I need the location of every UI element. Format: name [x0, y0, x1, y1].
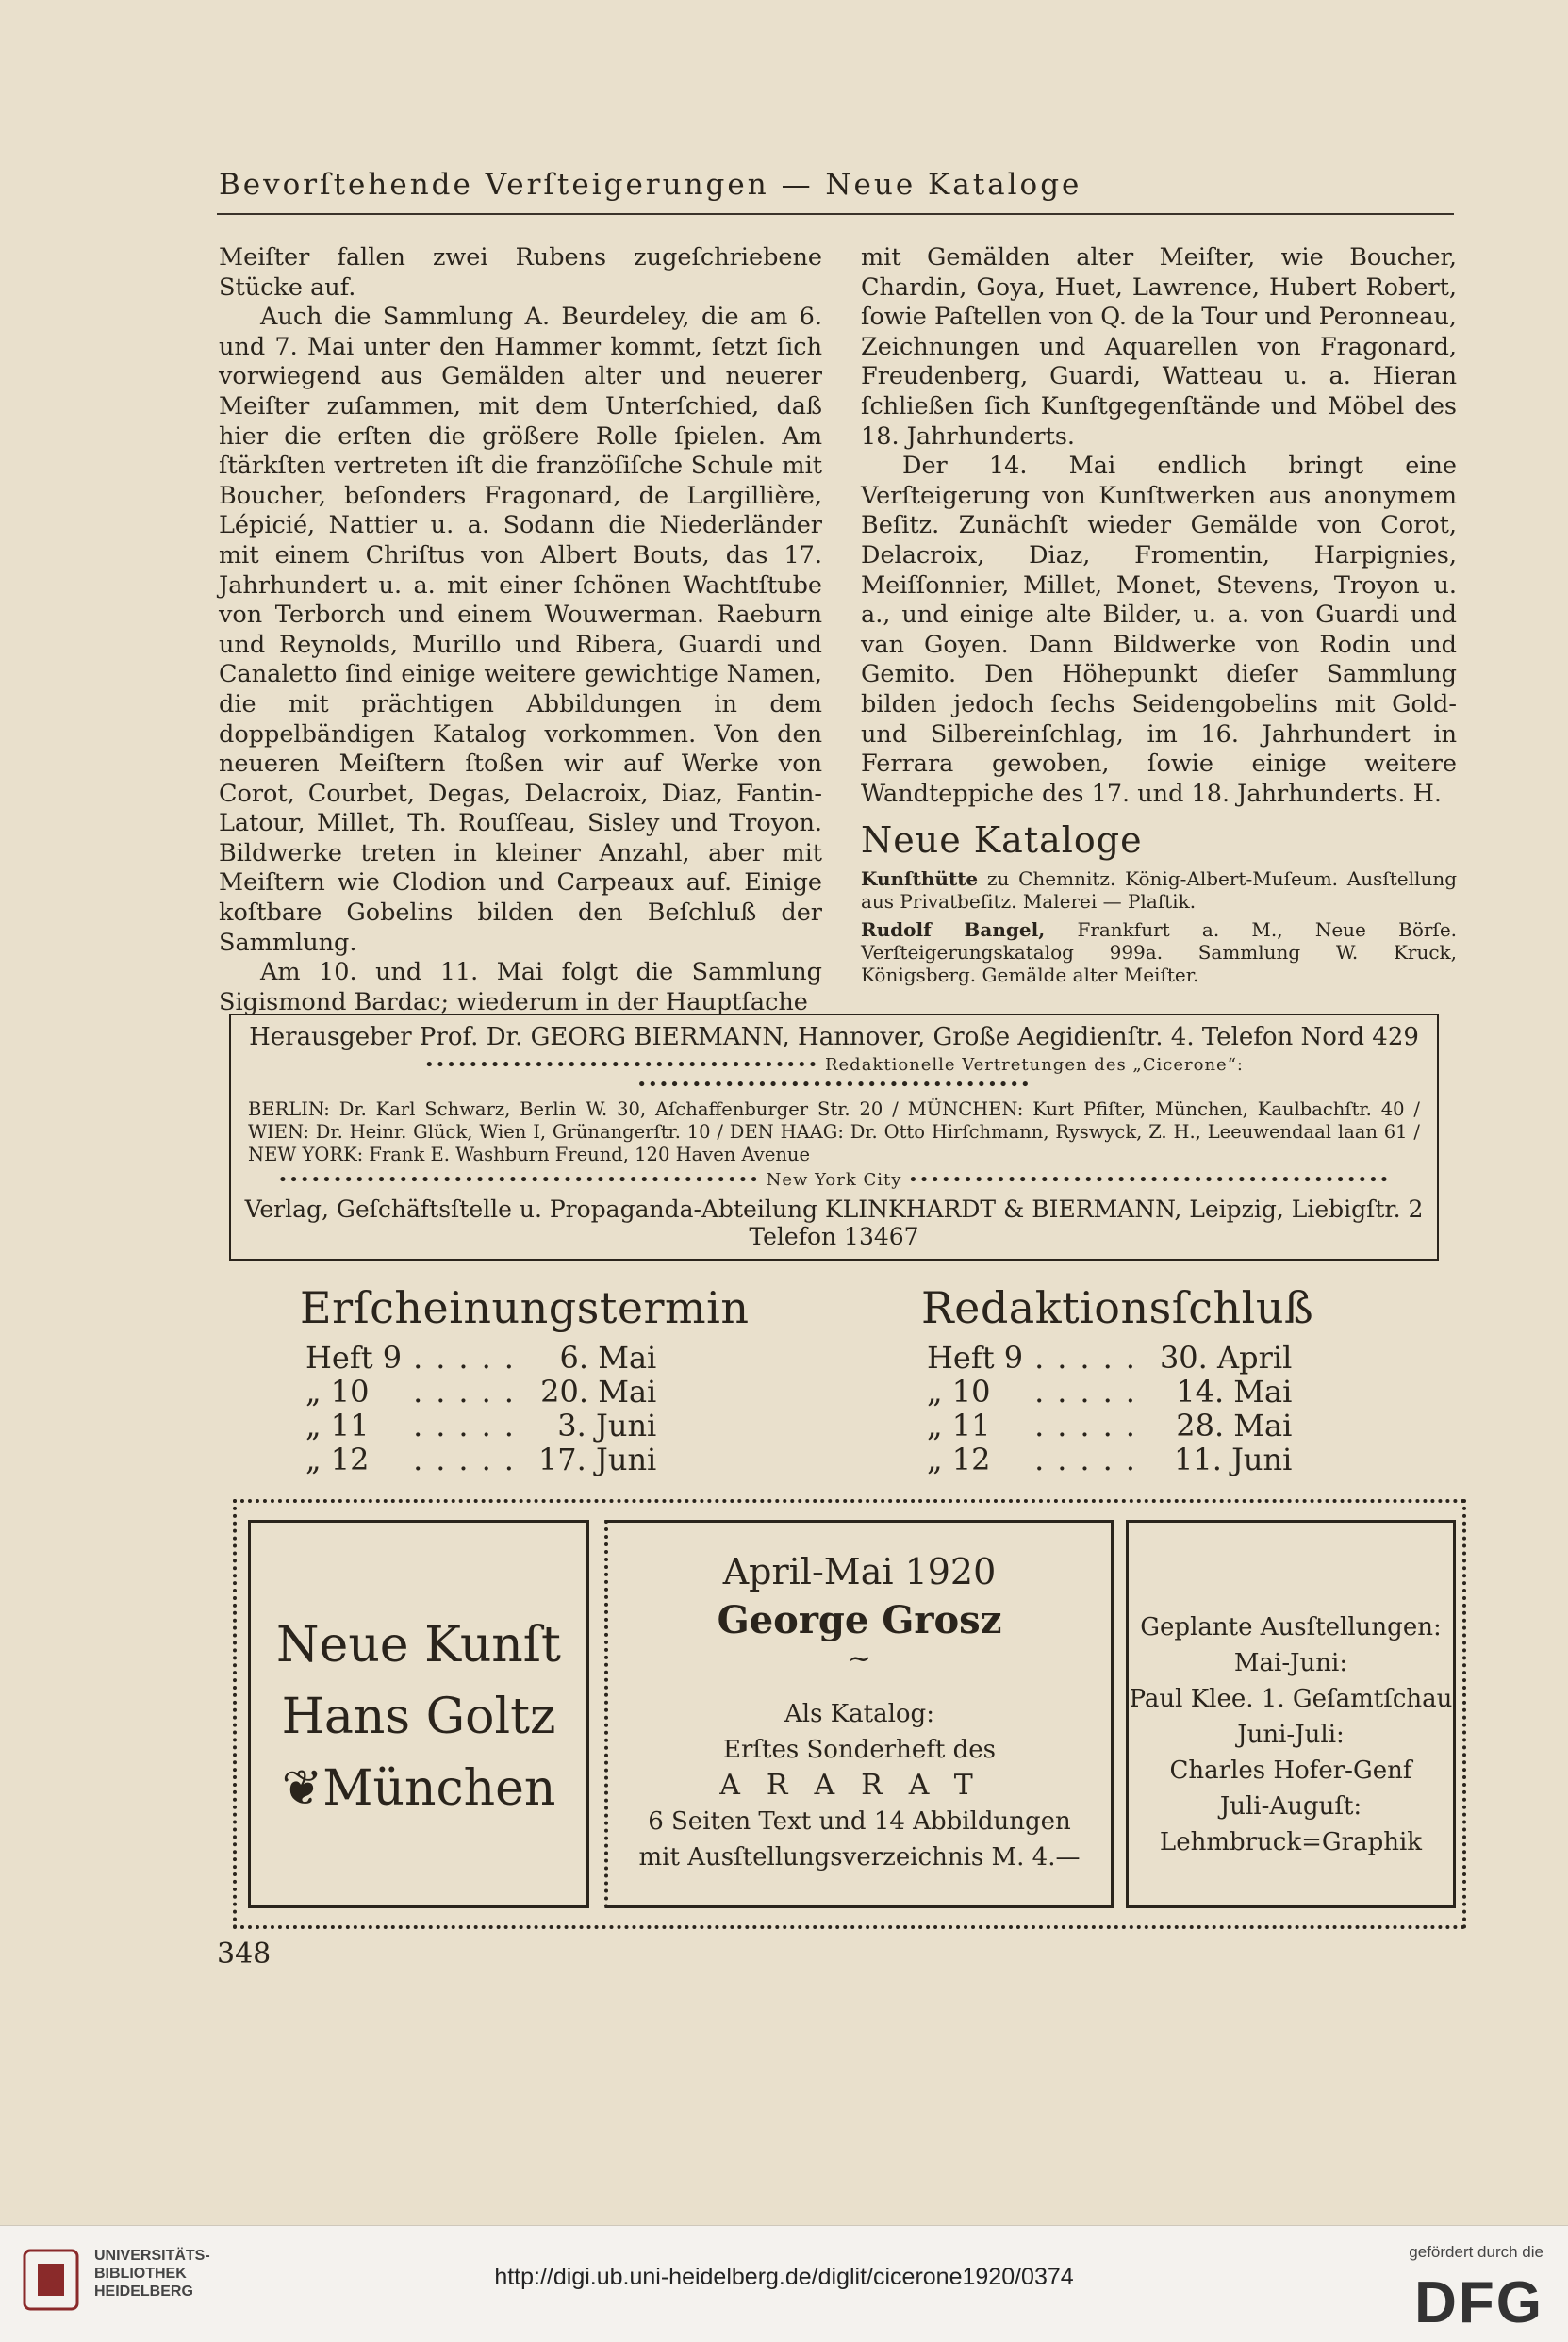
right-column	[861, 243, 1457, 986]
paragraph: mit Gemälden alter Meiſter, wie Boucher, Chardin, Goya, Huet, Lawrence, Hubert Robert, ſowie Paſtellen von Q. de la Tour und Peronneau, Zeichnungen und Aquarellen von Fragonard, Freudenberg, Guardi, Watteau u. a. Hieran ſchließen ſich Kunſtgegenſtände und Möbel des 18. Jahrhunderts.	[861, 243, 1457, 451]
ad-exhibitions	[1126, 1520, 1456, 1908]
verlag-line: Verlag, Geſchäftsſtelle u. Propaganda-Abteilung KLINKHARDT & BIERMANN, Leipzig, Liebigſtr. 2	[244, 1196, 1424, 1223]
ad-catalog-text	[608, 1696, 1111, 1875]
schedule-table	[921, 1341, 1297, 1476]
heft: „ 10	[927, 1374, 991, 1410]
catalog-name: Kunſthütte	[861, 866, 979, 890]
section-heading: Neue Kataloge	[861, 819, 1143, 862]
catalog-entry	[861, 867, 1457, 913]
leader: .....	[1034, 1374, 1148, 1410]
library-line: BIBLIOTHEK	[94, 2266, 187, 2282]
telefon-line: Telefon 13467	[749, 1223, 919, 1250]
paragraph: Der 14. Mai endlich bringt eine Verſteigerung von Kunſtwerken aus anonymem Beſitz. Zunächſt wieder Gemälde von Corot, Delacroix, Diaz, Fromentin, Harpignies, Meiſſonnier, Millet, Monet, Stevens, Troyon u. a., und einige alte Bilder, u. a. von Guardi und van Goyen. Dann Bildwerke von Rodin und Gemito. Den Höhepunkt dieſer Sammlung bilden jedoch ſechs Seidengobelins mit Gold- und Silbereinſchlag, im 16. Jahrhundert in Ferrara gewoben, ſowie einige weitere Wandteppiche des 17. und 18. Jahrhunderts. H.	[861, 452, 1457, 808]
ad-line: Geplante Ausſtellungen:	[1140, 1613, 1442, 1641]
heft: Heft 9	[305, 1340, 403, 1376]
ad-exhibitions-text	[1129, 1609, 1453, 1860]
table-row	[921, 1409, 1297, 1443]
heft: Heft 9	[927, 1340, 1024, 1376]
schedule-redaktion	[921, 1282, 1313, 1476]
advertisement-frame	[233, 1499, 1466, 1929]
dfg-logo: DFG	[1414, 2270, 1543, 2335]
catalog-text: zu Chemnitz. König-Albert-Muſeum. Ausſtellung aus Privatbeſitz. Malerei — Plaſtik.	[861, 866, 1458, 913]
heft: „ 12	[305, 1442, 370, 1477]
catalog-entry	[861, 918, 1457, 986]
ad-grosz	[604, 1520, 1114, 1908]
ad-goltz	[248, 1520, 589, 1908]
library-line: HEIDELBERG	[94, 2284, 193, 2300]
leader: .....	[1034, 1408, 1148, 1443]
ad-line: Als Katalog:	[784, 1700, 934, 1728]
catalog-name: Rudolf Bangel,	[861, 917, 1046, 941]
ad-line: Charles Hofer-Genf	[1169, 1756, 1412, 1785]
date: 17. Juni	[537, 1442, 657, 1477]
paragraph: Am 10. und 11. Mai folgt die Sammlung Sigismond Bardac; wiederum in der Hauptſache	[219, 958, 822, 1016]
ad-line: ❦München	[281, 1760, 556, 1817]
digitization-footer	[0, 2225, 1568, 2342]
ad-line: Erſtes Sonderheft des	[723, 1736, 996, 1764]
ad-line: Lehmbruck=Graphik	[1159, 1828, 1423, 1856]
ad-line: Juli-Auguſt:	[1219, 1792, 1362, 1821]
reps-text: BERLIN: Dr. Karl Schwarz, Berlin W. 30, Aſchaffenburger Str. 20 / MÜNCHEN: Kurt Pfiſter, München, Kaulbachſtr. 40 / WIEN: Dr. Heinr. Glück, Wien I, Grünangerſtr. 10 / DEN HAAG: Dr. Otto Hirſchmann, Ryswyck, Z. H., Leeuwendaal laan 61 / NEW YORK: Frank E. Washburn Freund, 120 Haven Avenue	[248, 1098, 1420, 1165]
left-column	[219, 243, 822, 1017]
ad-date: April-Mai 1920	[722, 1551, 997, 1592]
reps-title: Redaktionelle Vertretungen des „Cicerone“:	[824, 1055, 1244, 1075]
catalog-text: Frankfurt a. M., Neue Börſe. Verſteigerungskatalog 999a. Sammlung W. Kruck, Königsberg. Gemälde alter Meiſter.	[861, 917, 1458, 986]
leader: .....	[1034, 1340, 1148, 1376]
leader: .....	[413, 1408, 527, 1443]
leader: .....	[413, 1442, 527, 1477]
schedule-title: Erſcheinungstermin	[300, 1282, 750, 1333]
schedule-table	[300, 1341, 662, 1476]
ad-line: Neue Kunſt	[276, 1617, 561, 1674]
table-row	[921, 1341, 1297, 1375]
ad-ararat: ARARAT	[719, 1769, 999, 1802]
header-rule	[217, 213, 1454, 215]
schedule-title: Redaktionsſchluß	[921, 1282, 1314, 1333]
ad-artist: George Grosz	[717, 1598, 1002, 1642]
imprint-box	[229, 1014, 1439, 1261]
heft: „ 12	[927, 1442, 991, 1477]
page-number: 348	[217, 1938, 272, 1971]
sponsor-label: gefördert durch die	[1409, 2243, 1543, 2261]
date: 11. Juni	[1174, 1442, 1293, 1477]
ad-line: Mai-Juni:	[1233, 1649, 1348, 1677]
table-row	[300, 1375, 662, 1409]
table-row	[921, 1443, 1297, 1476]
library-line: UNIVERSITÄTS-	[94, 2248, 210, 2264]
ad-goltz-text	[251, 1609, 586, 1824]
table-row	[300, 1341, 662, 1375]
date: 14. Mai	[1176, 1374, 1293, 1410]
heft: „ 11	[305, 1408, 370, 1443]
ornament-icon: ~	[847, 1642, 872, 1675]
date: 6. Mai	[559, 1340, 657, 1376]
leader: .....	[413, 1340, 527, 1376]
paragraph: Auch die Sammlung A. Beurdeley, die am 6. und 7. Mai unter den Hammer kommt, ſetzt ſich vorwiegend aus Gemälden alter und neuerer Meiſter zuſammen, mit dem Unterſchied, daß hier die erſten die größere Rolle ſpielen. Am ſtärkſten vertreten iſt die franzöſiſche Schule mit Boucher, beſonders Fragonard, de Largillière, Lépicié, Nattier u. a. Sodann die Niederländer mit einem Chriſtus von Albert Bouts, das 17. Jahrhundert u. a. mit einer ſchönen Wachtſtube von Terborch und einem Wouwerman. Raeburn und Reynolds, Murillo und Ribera, Guardi und Canaletto ſind einige weitere gewichtige Namen, die mit prächtigen Abbildungen in dem doppelbändigen Katalog vorkommen. Von den neueren Meiſtern ſtoßen wir auf Werke von Corot, Courbet, Degas, Delacroix, Diaz, Fantin-Latour, Millet, Th. Rouſſeau, Sisley und Troyon. Bildwerke treten in kleiner Anzahl, aber mit Meiſtern wie Clodion und Carpeaux auf. Einige koſtbare Gobelins bilden den Beſchluß der Sammlung.	[219, 303, 822, 957]
table-row	[300, 1443, 662, 1476]
ad-line: Paul Klee. 1. Geſamtſchau	[1129, 1685, 1453, 1713]
ad-line: 6 Seiten Text und 14 Abbildungen	[648, 1807, 1071, 1836]
schedule-erscheinung	[300, 1282, 750, 1476]
leader: .....	[413, 1374, 527, 1410]
date: 30. April	[1159, 1340, 1293, 1376]
running-header: Bevorſtehende Verſteigerungen — Neue Kataloge	[219, 168, 1082, 202]
table-row	[300, 1409, 662, 1443]
ny-text: New York City	[766, 1170, 902, 1190]
paragraph: Meiſter fallen zwei Rubens zugeſchriebene Stücke auf.	[219, 243, 822, 302]
table-row	[921, 1375, 1297, 1409]
ny-line: •••••••••••••••••••••••••••••••••••••••••••• New York City ••••••••••••••••••••••••••••••••••••••••••••	[277, 1170, 1391, 1190]
permalink[interactable]: http://digi.ub.uni-heidelberg.de/diglit/cicerone1920/0374	[494, 2264, 1074, 2290]
leader: .....	[1034, 1442, 1148, 1477]
catalog-list	[861, 867, 1457, 986]
ad-line: mit Ausſtellungsverzeichnis M. 4.—	[638, 1843, 1081, 1872]
ad-line: Hans Goltz	[281, 1689, 556, 1745]
date: 20. Mai	[540, 1374, 657, 1410]
ad-line: Juni-Juli:	[1237, 1721, 1345, 1749]
publisher-line: Herausgeber Prof. Dr. GEORG BIERMANN, Hannover, Große Aegidienſtr. 4. Telefon Nord 429	[249, 1023, 1419, 1051]
heft: „ 11	[927, 1408, 991, 1443]
heft: „ 10	[305, 1374, 370, 1410]
reps-title-line: •••••••••••••••••••••••••••••••••••• Redaktionelle Vertretungen des „Cicerone“: ••••••••••••••••••••••••••••••••••••	[424, 1055, 1244, 1095]
date: 28. Mai	[1176, 1408, 1293, 1443]
date: 3. Juni	[557, 1408, 657, 1443]
